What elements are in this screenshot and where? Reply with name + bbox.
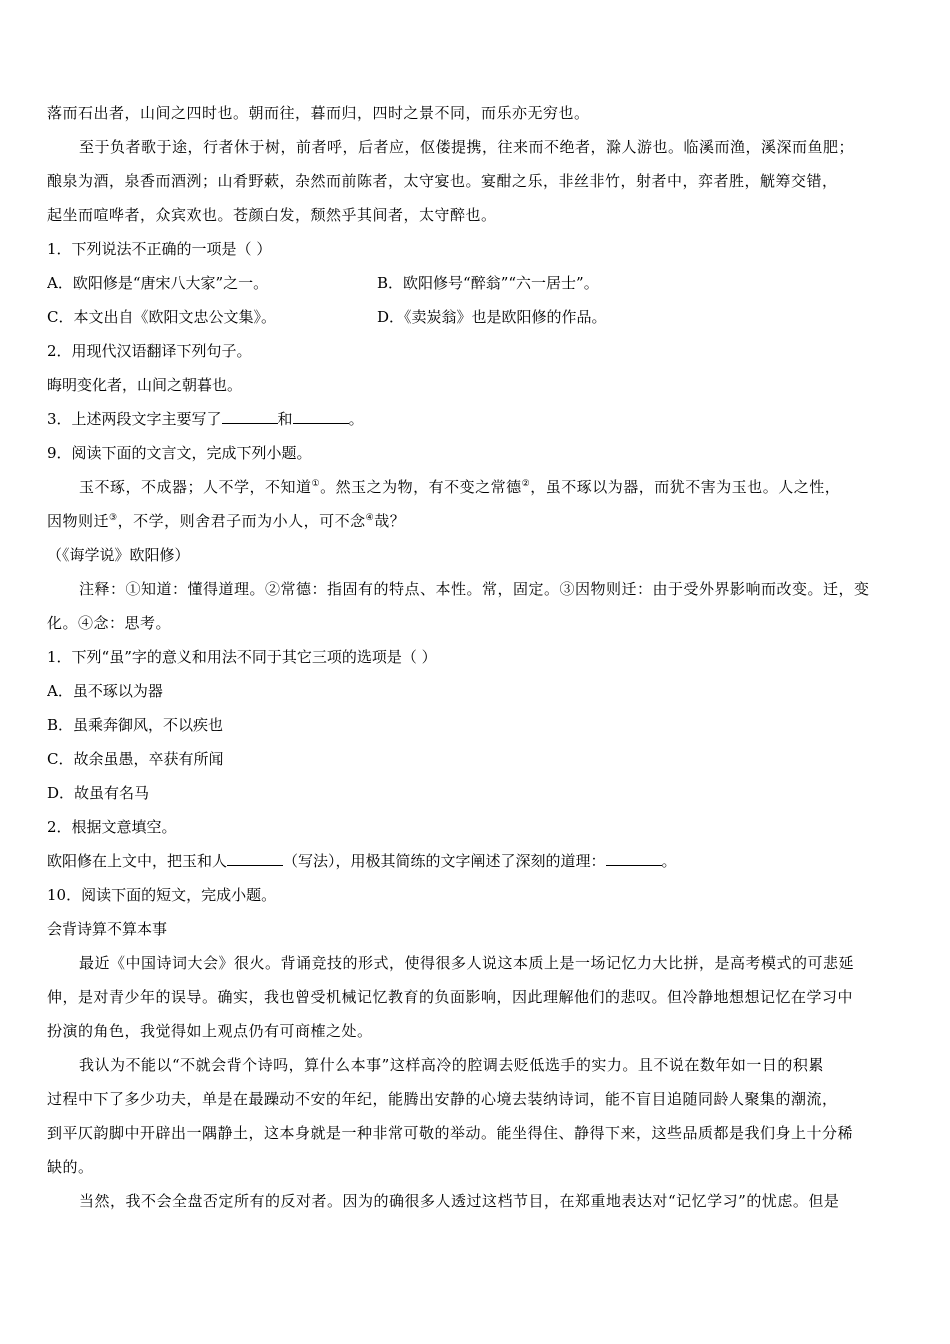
option-a: A．欧阳修是“唐宋八大家”之一。: [47, 274, 269, 292]
option-b: B．虽乘奔御风，不以疾也: [47, 716, 224, 734]
article-heading: 会背诗算不算本事: [47, 920, 168, 938]
passage-source: （《诲学说》欧阳修）: [47, 546, 190, 564]
option-d: D．故虽有名马: [47, 784, 150, 802]
question-2-fill: 欧阳修在上文中，把玉和人 （写法），用极其简练的文字阐述了深刻的道理： 。: [47, 852, 677, 870]
question-2-sentence: 晦明变化者，山间之朝暮也。: [47, 376, 243, 394]
document-page: [47, 96, 907, 1218]
article-line: 扮演的角色，我觉得如上观点仍有可商榷之处。: [47, 1022, 373, 1040]
article-line: 到平仄韵脚中开辟出一隅静土，这本身就是一种非常可敬的举动。能坐得住、静得下来，这些品质都是我们身上十分稀: [47, 1124, 854, 1142]
question-3: 3．上述两段文字主要写了 和 。: [47, 410, 364, 428]
option-c: C．故余虽愚，卒获有所闻: [47, 750, 224, 768]
footnote-marker: ③: [109, 513, 118, 523]
passage-line: 酿泉为酒，泉香而酒洌；山肴野蔌，杂然而前陈者，太守宴也。宴酣之乐，非丝非竹，射者中，弈者胜，觥筹交错，: [47, 172, 838, 190]
option-a: A．虽不琢以为器: [47, 682, 163, 700]
passage-line: 玉不琢，不成器；人不学，不知道①。然玉之为物，有不变之常德②，虽不琢以为器，而犹不害为玉也。人之性，: [79, 478, 841, 496]
article-line: 最近《中国诗词大会》很火。背诵竞技的形式，使得很多人说这本质上是一场记忆力大比拼，是高考模式的可悲延: [79, 954, 855, 972]
option-c: C．本文出自《欧阳文忠公文集》。: [47, 308, 276, 326]
question-2: 2．用现代汉语翻译下列句子。: [47, 342, 252, 360]
footnote-marker: ④: [365, 513, 375, 523]
article-line: 过程中下了多少功夫，单是在最躁动不安的年纪，能腾出安静的心境去装纳诗词，能不盲目追随同龄人聚集的潮流，: [47, 1090, 838, 1108]
question-1: 1．下列说法不正确的一项是（ ）: [47, 240, 272, 258]
article-line: 缺的。: [47, 1158, 94, 1176]
answer-blank[interactable]: [227, 851, 283, 866]
options-row: [47, 266, 907, 300]
passage-line: 因物则迁③，不学，则舍君子而为小人，可不念④哉？: [47, 512, 406, 530]
annotation-line: 注释：①知道：懂得道理。②常德：指固有的特点、本性。常，固定。③因物则迁：由于受外界影响而改变。迁，变: [79, 580, 870, 598]
annotation-line: 化。④念：思考。: [47, 614, 172, 632]
article-line: 伸，是对青少年的误导。确实，我也曾受机械记忆教育的负面影响，因此理解他们的悲叹。但冷静地想想记忆在学习中: [47, 988, 854, 1006]
question-10-title: 10．阅读下面的短文，完成小题。: [47, 886, 277, 904]
option-d: D．《卖炭翁》也是欧阳修的作品。: [377, 308, 607, 326]
question-1: 1．下列“虽”字的意义和用法不同于其它三项的选项是（ ）: [47, 648, 437, 666]
passage-line: 起坐而喧哗者，众宾欢也。苍颜白发，颓然乎其间者，太守醉也。: [47, 206, 497, 224]
question-2: 2．根据文意填空。: [47, 818, 177, 836]
options-row: [47, 300, 907, 334]
article-line: 当然，我不会全盘否定所有的反对者。因为的确很多人透过这档节目，在郑重地表达对“记忆学习”的忧虑。但是: [79, 1192, 840, 1210]
footnote-marker: ①: [311, 479, 321, 489]
answer-blank[interactable]: [222, 409, 278, 424]
footnote-marker: ②: [521, 479, 531, 489]
answer-blank[interactable]: [293, 409, 349, 424]
option-b: B．欧阳修号“醉翁”“六一居士”。: [377, 274, 599, 292]
article-line: 我认为不能以“不就会背个诗吗，算什么本事”这样高冷的腔调去贬低选手的实力。且不说在数年如一日的积累: [79, 1056, 824, 1074]
question-9-title: 9．阅读下面的文言文，完成下列小题。: [47, 444, 312, 462]
passage-line: 落而石出者，山间之四时也。朝而往，暮而归，四时之景不同，而乐亦无穷也。: [47, 104, 590, 122]
passage-line: 至于负者歌于途，行者休于树，前者呼，后者应，伛偻提携，往来而不绝者，滁人游也。临溪而渔，溪深而鱼肥；: [79, 138, 855, 156]
answer-blank[interactable]: [606, 851, 662, 866]
